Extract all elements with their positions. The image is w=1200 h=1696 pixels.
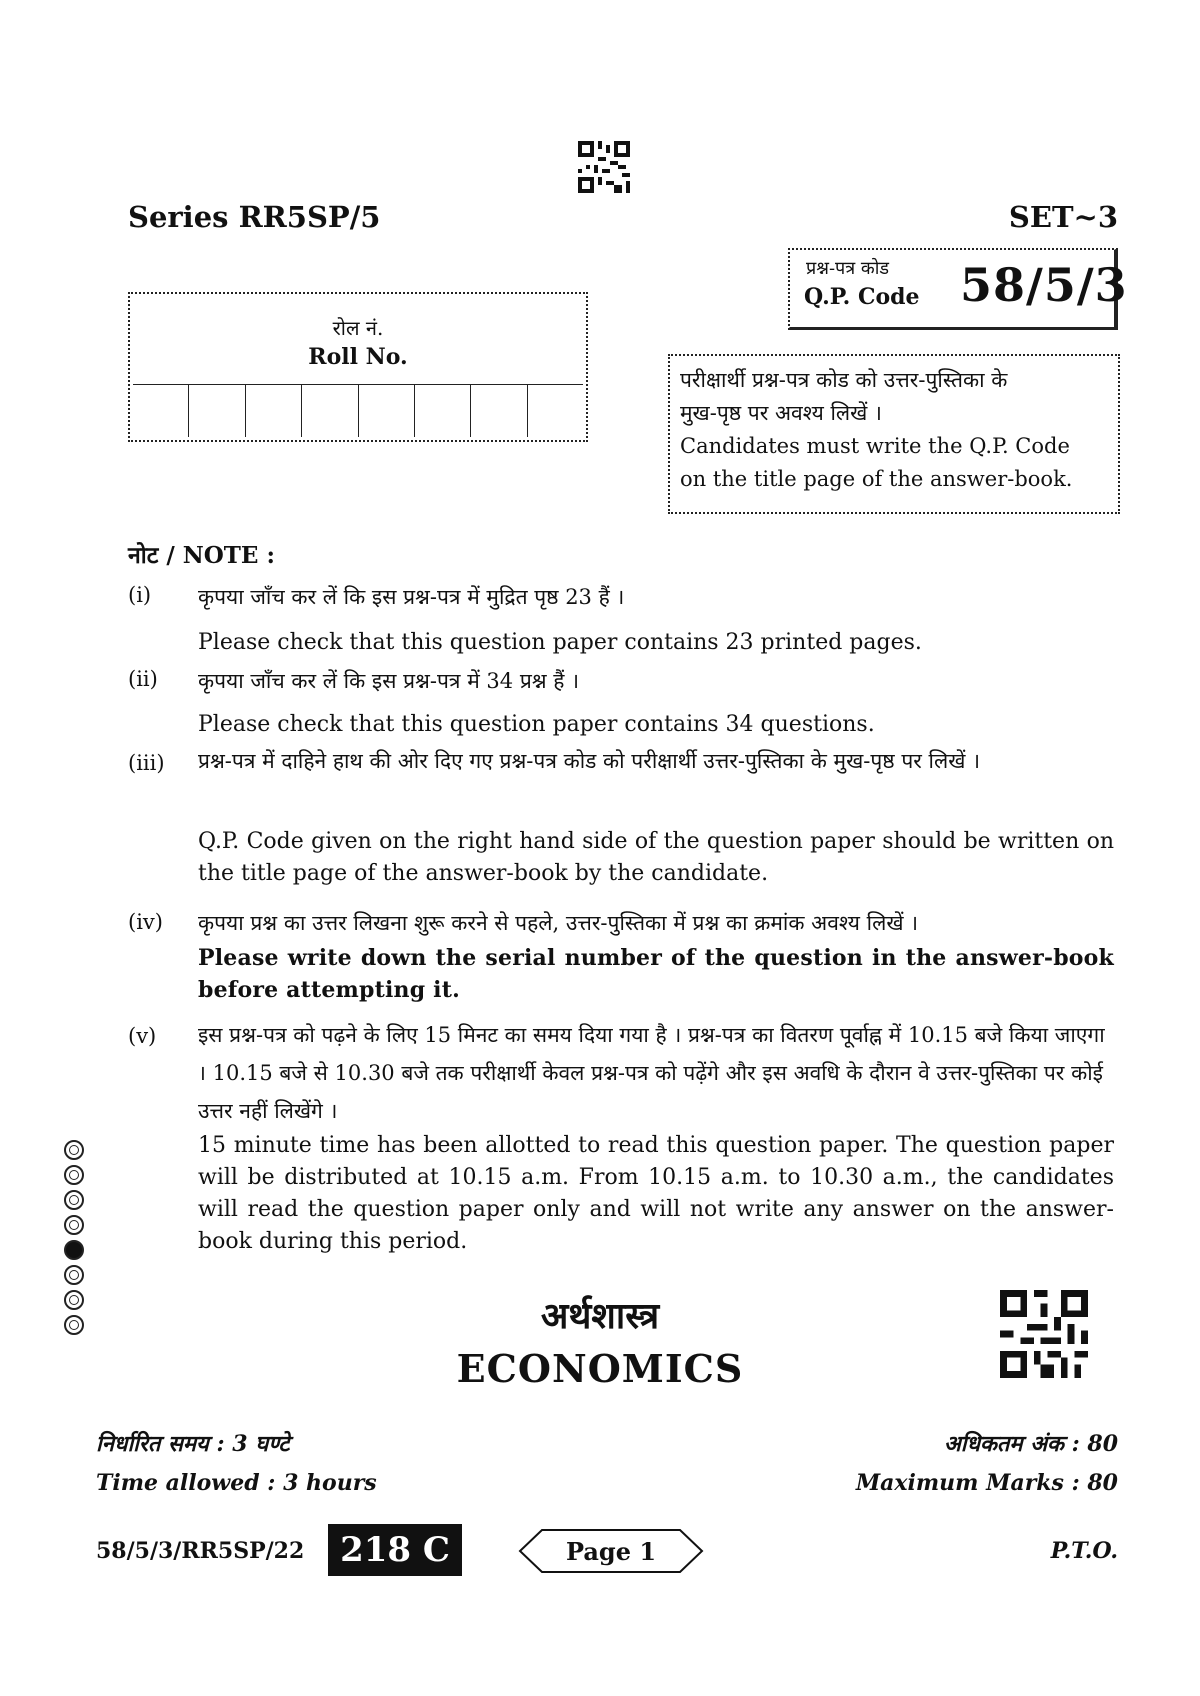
- candidate-instruction-box: [668, 354, 1120, 514]
- circle-mark: [64, 1140, 84, 1160]
- roll-no-label-hindi: रोल नं.: [332, 316, 384, 340]
- roll-no-cell[interactable]: [528, 385, 583, 437]
- roll-no-cell[interactable]: [133, 385, 189, 437]
- maximum-marks-hindi: अधिकतम अंक : 80: [943, 1431, 1118, 1457]
- note-english: 15 minute time has been allotted to read this question paper. The question paper will be distributed at 10.15 a.m. From 10.15 a.m. to 10.30 a.m., the candidates will read the question paper only and will not write any answer on the answer-book during this period.: [198, 1133, 1114, 1254]
- candidate-instruction-hindi-line2: मुख-पृष्ठ पर अवश्य लिखें ।: [680, 401, 882, 425]
- roll-no-cell[interactable]: [415, 385, 471, 437]
- circle-mark: [64, 1165, 84, 1185]
- qp-code-label: Q.P. Code: [804, 284, 920, 310]
- roll-no-box: [128, 292, 588, 442]
- note-number: (ii): [128, 667, 158, 691]
- candidate-instruction-hindi-line1: परीक्षार्थी प्रश्न-पत्र कोड को उत्तर-पुस्तिका के: [680, 368, 1008, 392]
- page-indicator: [518, 1528, 704, 1574]
- note-english: Please check that this question paper contains 34 questions.: [198, 712, 875, 737]
- candidate-instruction-english-line2: on the title page of the answer-book.: [680, 467, 1073, 491]
- subject-qr-code: [1000, 1290, 1088, 1378]
- paper-badge: 218 C: [328, 1524, 462, 1576]
- note-number: (i): [128, 583, 152, 607]
- note-hindi: इस प्रश्न-पत्र को पढ़ने के लिए 15 मिनट का समय दिया गया है । प्रश्न-पत्र का वितरण पूर्वाह्न में 10.15 बजे किया जाएगा । 10.15 बजे से 10.30 बजे तक परीक्षार्थी केवल प्रश्न-पत्र को पढ़ेंगे और इस अवधि के दौरान वे उत्तर-पुस्तिका पर कोई उत्तर नहीं लिखेंगे ।: [198, 1023, 1105, 1123]
- series-label: Series RR5SP/5: [128, 200, 381, 234]
- maximum-marks: Maximum Marks : 80: [855, 1470, 1118, 1496]
- paper-code: 58/5/3/RR5SP/22: [96, 1538, 305, 1564]
- roll-no-label: Roll No.: [308, 344, 408, 370]
- roll-no-cell[interactable]: [302, 385, 358, 437]
- roll-no-cell[interactable]: [471, 385, 527, 437]
- subject-title: ECONOMICS: [456, 1346, 744, 1391]
- note-english: Q.P. Code given on the right hand side of the question paper should be written on the title page of the answer-book by the candidate.: [198, 829, 1114, 886]
- set-label: SET~3: [1008, 200, 1118, 234]
- top-qr-code: [578, 141, 630, 193]
- note-english: Please check that this question paper contains 23 printed pages.: [198, 630, 922, 655]
- pto-label: P.T.O.: [1050, 1538, 1118, 1564]
- note-english: Please write down the serial number of the question in the answer-book before attempting it.: [198, 945, 1114, 1003]
- note-number: (iii): [128, 751, 165, 775]
- roll-no-cells: [133, 384, 583, 437]
- qp-code-box: [788, 248, 1128, 330]
- note-hindi: कृपया प्रश्न का उत्तर लिखना शुरू करने से पहले, उत्तर-पुस्तिका में प्रश्न का क्रमांक अवश्य लिखें ।: [198, 911, 919, 935]
- circle-mark: [64, 1265, 84, 1285]
- note-number: (v): [128, 1024, 157, 1048]
- page-number: Page 1: [565, 1537, 657, 1566]
- qp-code-label-hindi: प्रश्न-पत्र कोड: [806, 258, 890, 279]
- note-title: नोट / NOTE :: [128, 542, 275, 569]
- roll-no-cell[interactable]: [359, 385, 415, 437]
- circle-mark-filled: [64, 1240, 84, 1260]
- note-number: (iv): [128, 910, 163, 934]
- subject-title-hindi: अर्थशास्त्र: [540, 1295, 660, 1337]
- note-hindi: कृपया जाँच कर लें कि इस प्रश्न-पत्र में 34 प्रश्न हैं ।: [198, 669, 580, 693]
- circle-mark: [64, 1190, 84, 1210]
- time-allowed-hindi: निर्धारित समय : 3 घण्टे: [96, 1431, 290, 1457]
- qp-code-value: 58/5/3: [960, 258, 1128, 312]
- candidate-instruction-english-line1: Candidates must write the Q.P. Code: [680, 434, 1070, 458]
- circle-mark: [64, 1215, 84, 1235]
- time-allowed: Time allowed : 3 hours: [96, 1470, 377, 1496]
- roll-no-cell[interactable]: [189, 385, 245, 437]
- roll-no-cell[interactable]: [246, 385, 302, 437]
- note-hindi: कृपया जाँच कर लें कि इस प्रश्न-पत्र में मुद्रित पृष्ठ 23 हैं ।: [198, 585, 625, 609]
- note-hindi: प्रश्न-पत्र में दाहिने हाथ की ओर दिए गए प्रश्न-पत्र कोड को परीक्षार्थी उत्तर-पुस्तिका के मुख-पृष्ठ पर लिखें ।: [198, 749, 981, 773]
